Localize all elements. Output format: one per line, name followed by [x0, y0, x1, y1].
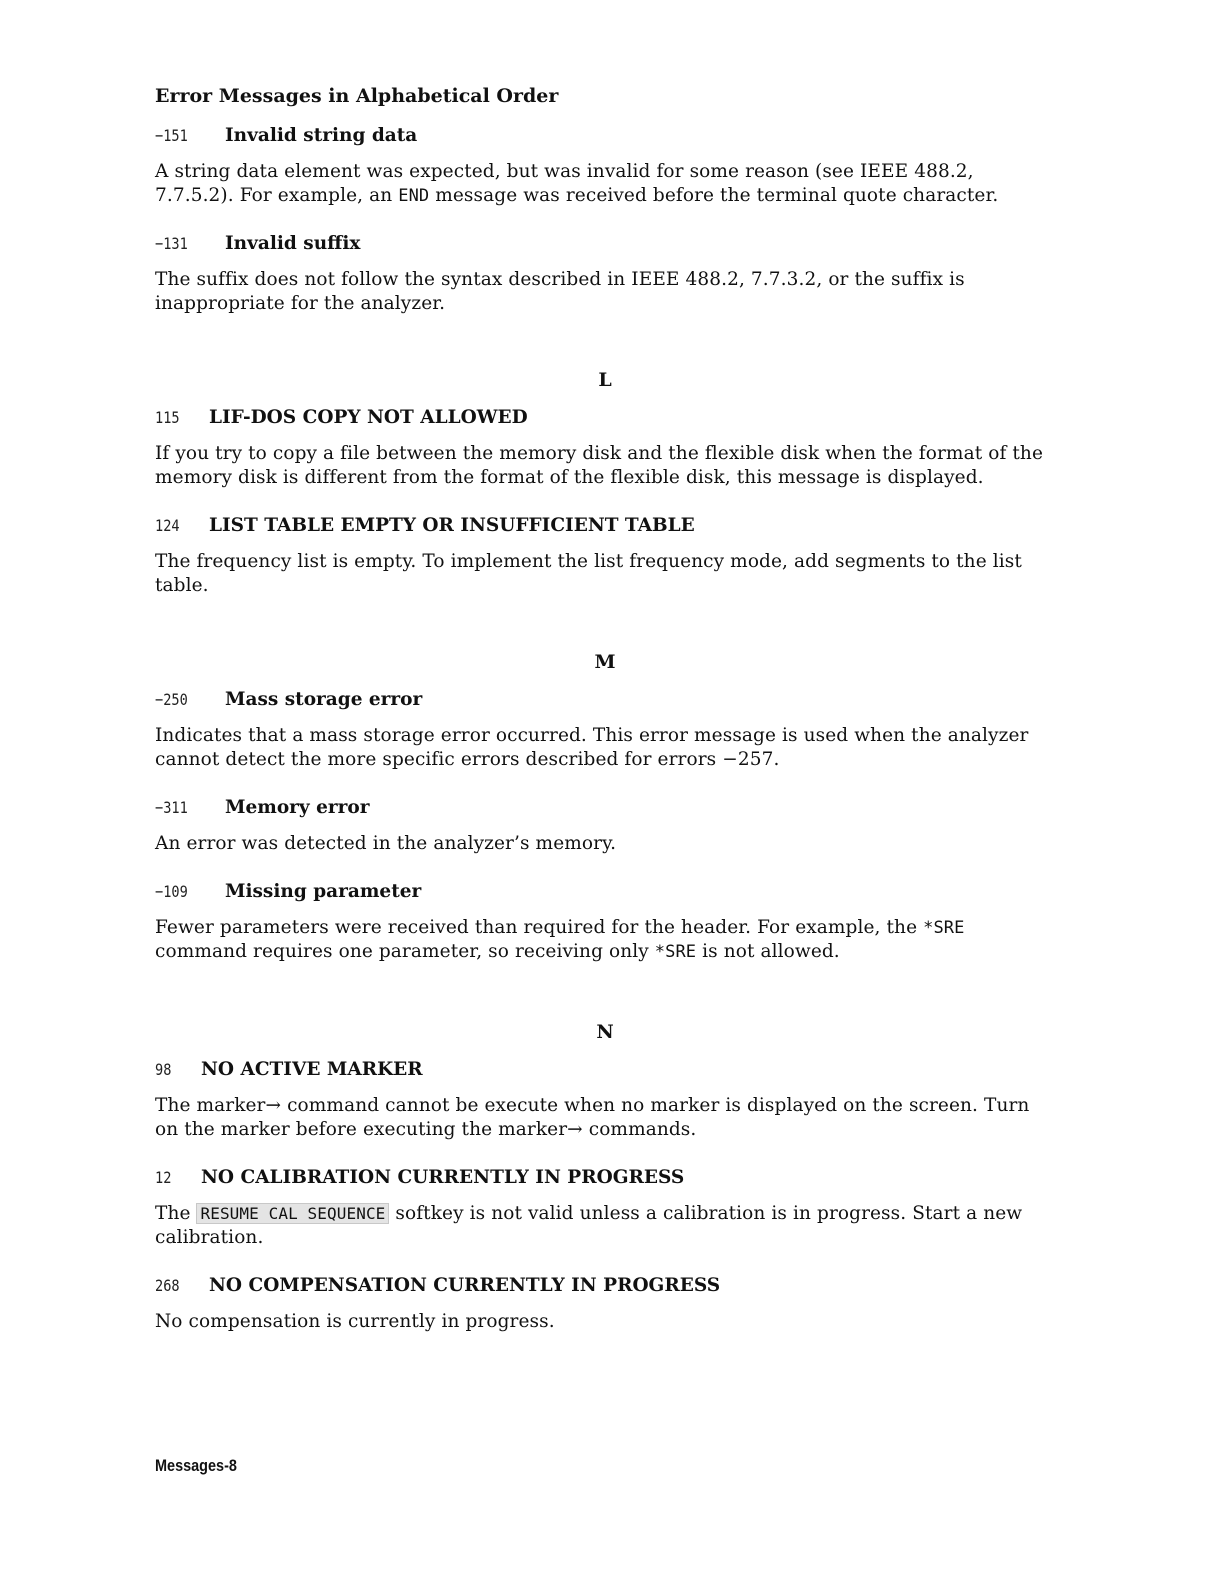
desc-text: message was received before the terminal quote character.	[429, 185, 999, 206]
error-description: The marker→ command cannot be execute when no marker is displayed on the screen. Turn on the marker before executing the marker→ commands.	[155, 1095, 1030, 1140]
error-code: −250	[155, 690, 188, 709]
error-entry-header	[155, 878, 1055, 906]
error-name: Invalid suffix	[225, 233, 361, 254]
error-name: NO COMPENSATION CURRENTLY IN PROGRESS	[209, 1275, 721, 1296]
softkey-label: RESUME CAL SEQUENCE	[196, 1203, 389, 1224]
error-description: Indicates that a mass storage error occurred. This error message is used when the analyzer cannot detect the more specific errors described for errors −257.	[155, 725, 1029, 770]
mono-keyword: *SRE	[654, 942, 697, 962]
error-entry-header	[155, 1056, 1055, 1084]
error-entry-header	[155, 122, 1055, 150]
error-entry-header	[155, 230, 1055, 258]
section-heading-n: N	[596, 1021, 614, 1043]
error-code: 98	[155, 1060, 172, 1079]
error-description: No compensation is currently in progress.	[155, 1311, 555, 1332]
desc-text: is not allowed.	[696, 941, 840, 962]
error-code: 12	[155, 1168, 172, 1187]
desc-text: The	[155, 1203, 197, 1224]
error-entry-header	[155, 404, 1055, 432]
error-code: −131	[155, 234, 188, 253]
page-title: Error Messages in Alphabetical Order	[155, 85, 559, 107]
error-code: −151	[155, 126, 188, 145]
error-code: −311	[155, 798, 188, 817]
section-heading-l: L	[598, 369, 612, 391]
error-description: The frequency list is empty. To implement the list frequency mode, add segments to the list table.	[155, 551, 1022, 596]
error-description	[155, 1202, 1055, 1250]
error-description	[155, 160, 1055, 208]
error-code: 268	[155, 1276, 180, 1295]
error-entry-header	[155, 686, 1055, 714]
page-content	[155, 82, 1055, 1334]
error-entry-header	[155, 1164, 1055, 1192]
desc-text: command requires one parameter, so receiving only	[155, 941, 655, 962]
error-description: An error was detected in the analyzer’s memory.	[155, 833, 617, 854]
error-description: If you try to copy a file between the memory disk and the flexible disk when the format of the memory disk is different from the format of the flexible disk, this message is displayed.	[155, 443, 1043, 488]
error-name: NO ACTIVE MARKER	[201, 1059, 423, 1080]
mono-keyword: END	[398, 186, 430, 206]
error-name: NO CALIBRATION CURRENTLY IN PROGRESS	[201, 1167, 685, 1188]
error-entry-header	[155, 1272, 1055, 1300]
error-entry-header	[155, 512, 1055, 540]
error-name: Missing parameter	[225, 881, 422, 902]
error-description: The suffix does not follow the syntax described in IEEE 488.2, 7.7.3.2, or the suffix is inappropriate for the analyzer.	[155, 269, 965, 314]
error-code: 115	[155, 408, 180, 427]
error-entry-header	[155, 794, 1055, 822]
error-description	[155, 916, 1055, 964]
error-name: Mass storage error	[225, 689, 423, 710]
desc-text: A string data element was expected, but was invalid for some reason (see IEEE 488.2, 7.7.5.2). For example, an	[155, 161, 974, 206]
desc-text: softkey is not valid unless a calibration is in progress. Start a new calibration.	[155, 1203, 1023, 1248]
mono-keyword: *SRE	[923, 918, 965, 938]
error-name: LIST TABLE EMPTY OR INSUFFICIENT TABLE	[209, 515, 695, 536]
error-name: LIF-DOS COPY NOT ALLOWED	[209, 407, 528, 428]
error-name: Memory error	[225, 797, 370, 818]
error-code: 124	[155, 516, 180, 535]
page-footer: Messages-8	[155, 1456, 237, 1475]
section-heading-m: M	[594, 651, 616, 673]
error-code: −109	[155, 882, 188, 901]
error-name: Invalid string data	[225, 125, 418, 146]
desc-text: Fewer parameters were received than required for the header. For example, the	[155, 917, 924, 938]
